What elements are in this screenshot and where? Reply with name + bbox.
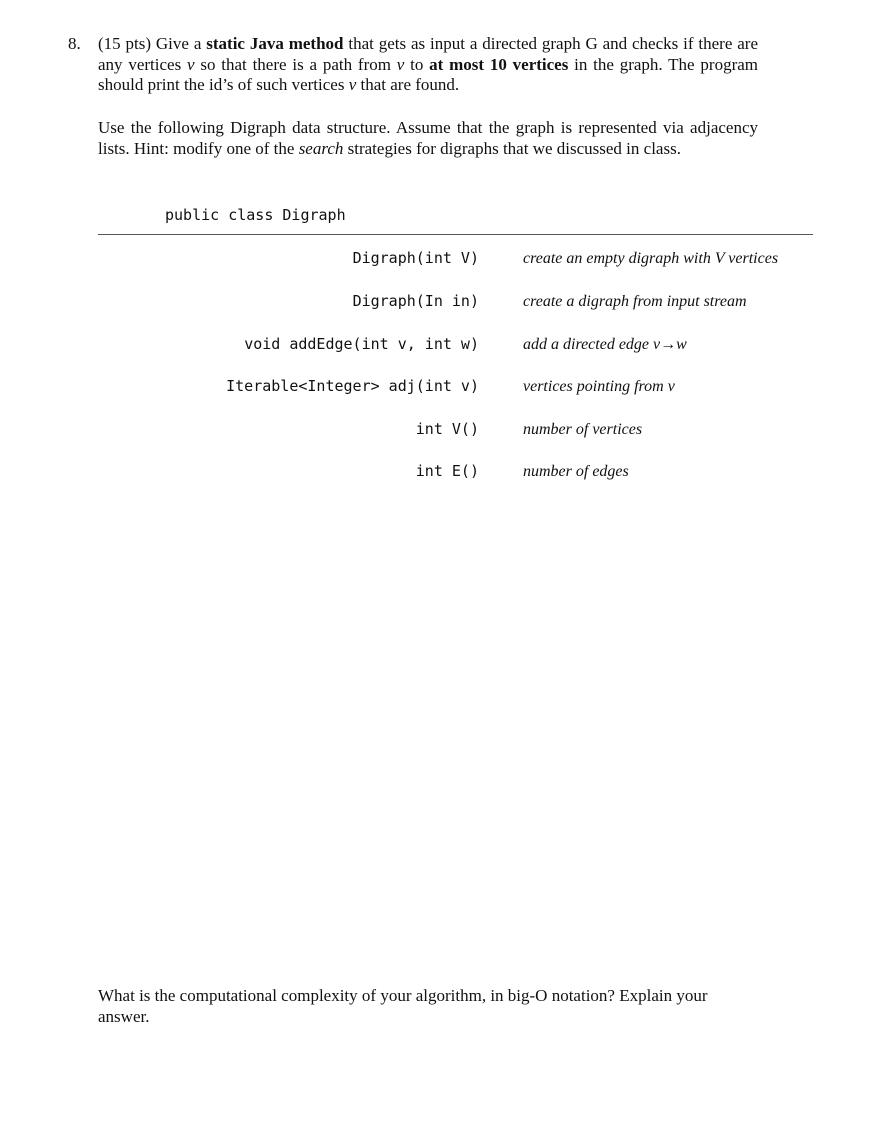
prompt-tail: that are found. xyxy=(356,75,460,94)
prompt-mid3: to xyxy=(404,54,430,74)
api-description: number of vertices xyxy=(523,421,643,438)
prompt-bold-at-most: at most 10 vertices xyxy=(429,54,569,74)
api-description: create an empty digraph with V vertices xyxy=(523,250,779,267)
api-description: vertices pointing from v xyxy=(523,378,675,395)
question-prompt xyxy=(98,34,758,96)
api-row xyxy=(0,292,869,316)
api-signature: Digraph(int V) xyxy=(352,249,479,267)
api-row xyxy=(0,420,869,444)
prompt-mid2: so that there is a path from xyxy=(194,54,397,74)
prompt-var-v2: v xyxy=(396,54,405,74)
api-signature: int E() xyxy=(415,462,479,480)
prompt-bold-static-java-method: static Java method xyxy=(206,34,344,53)
instructions-tail: strategies for digraphs that we discussed in class. xyxy=(343,138,681,158)
api-row xyxy=(0,462,869,486)
api-signature: int V() xyxy=(415,420,479,438)
api-signature: void addEdge(int v, int w) xyxy=(244,335,479,353)
api-signature: Digraph(In in) xyxy=(352,292,479,310)
api-description: number of edges xyxy=(523,463,629,480)
api-description: create a digraph from input stream xyxy=(523,293,747,310)
instructions-lead: Use the following Digraph data structure. Assume that the graph is represented via adjacency lists. Hint: modify one of the xyxy=(98,118,758,158)
prompt-mid1: that gets as input a directed graph G and checks if there are any vertices xyxy=(98,34,758,74)
instructions-em-search: search xyxy=(298,138,344,158)
prompt-var-v3: v xyxy=(348,75,357,94)
api-row xyxy=(0,377,869,401)
api-description: add a directed edge v→w xyxy=(523,336,687,353)
api-class-header: public class Digraph xyxy=(165,206,346,224)
api-row xyxy=(0,249,869,273)
prompt-mid4: in the graph. The program should print the id’s of such vertices xyxy=(98,54,758,94)
data-structure-instructions xyxy=(98,118,758,159)
api-row xyxy=(0,335,869,359)
api-signature: Iterable<Integer> adj(int v) xyxy=(226,377,479,395)
prompt-var-v1: v xyxy=(187,54,195,74)
complexity-question: What is the computational complexity of your algorithm, in big-O notation? Explain your answer. xyxy=(98,986,708,1026)
api-divider xyxy=(98,234,813,235)
prompt-lead: (15 pts) Give a xyxy=(98,34,207,53)
question-number: 8. xyxy=(68,34,81,53)
